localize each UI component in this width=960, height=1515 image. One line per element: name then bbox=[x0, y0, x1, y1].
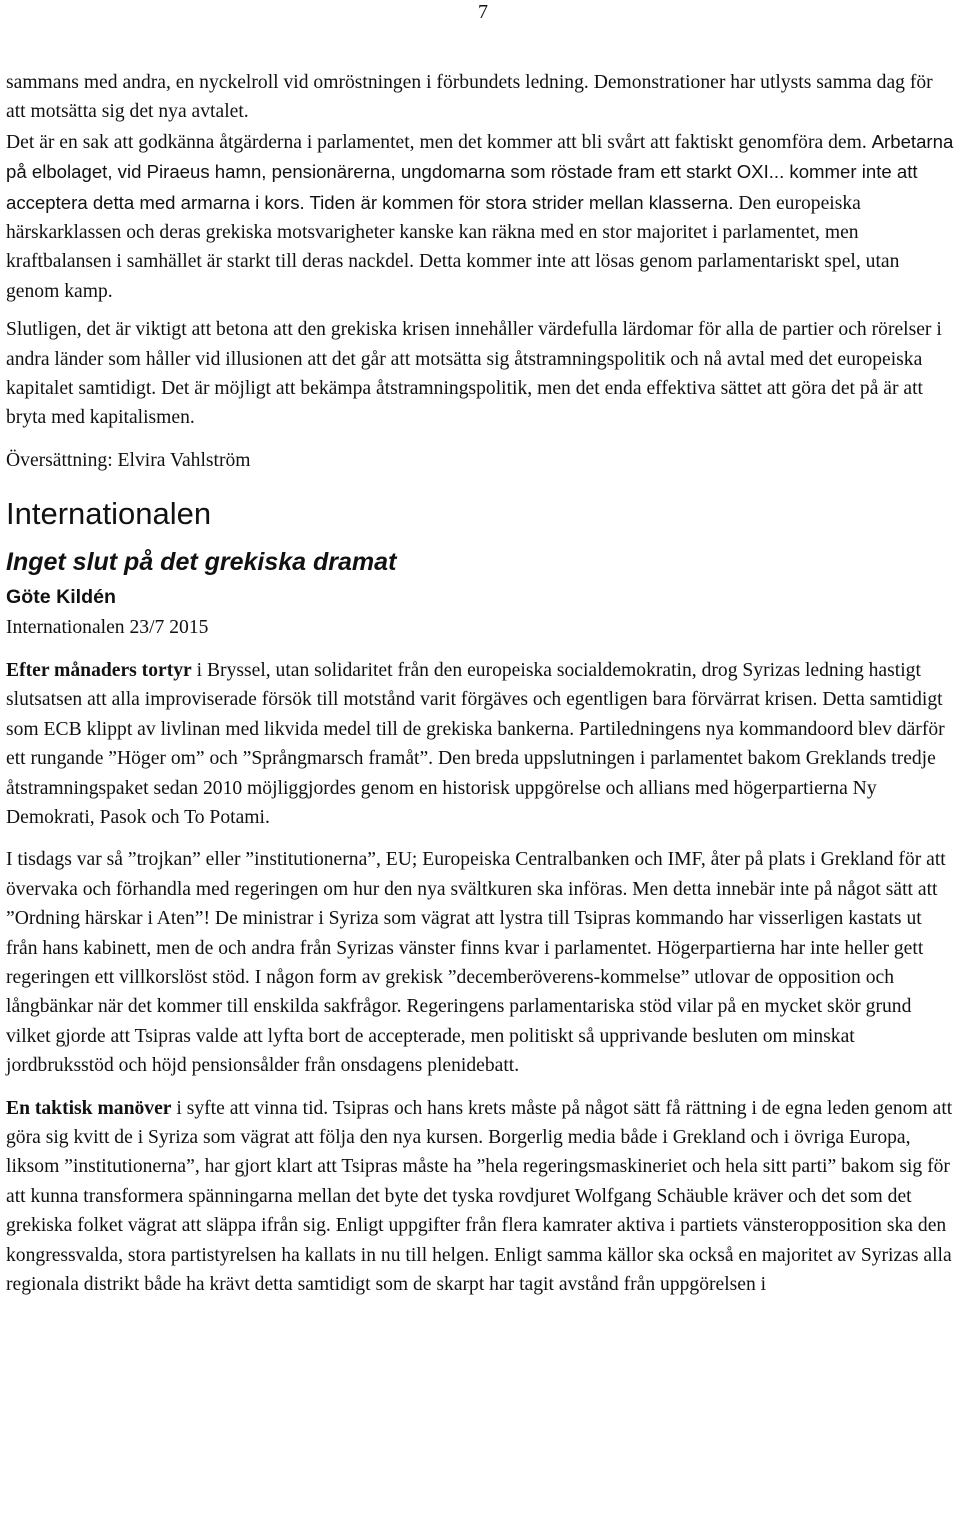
article-paragraph-3-lead: En taktisk manöver bbox=[6, 1097, 172, 1119]
intro-paragraph-1: sammans med andra, en nyckelroll vid omröstningen i förbundets ledning. Demonstrationer har utlysts samma dag för att motsätta sig det nya avtalet. bbox=[6, 72, 933, 123]
section-title: Internationalen bbox=[6, 495, 212, 531]
article-paragraph-1-lead: Efter månaders tortyr bbox=[6, 659, 192, 681]
article-author: Göte Kildén bbox=[6, 585, 116, 608]
translation-credit: Översättning: Elvira Vahlström bbox=[6, 449, 251, 471]
document-body bbox=[6, 68, 954, 1312]
intro-paragraph-2-part-c: Den europeiska härskarklassen och deras grekiska motsvarigheter kanske kan räkna med en stor majoritet i parlamentet, men kraftbalansen i samhället är starkt till deras nackdel. Detta kommer inte att lösas genom parlamentariskt spel, utan genom kamp. bbox=[6, 192, 900, 302]
article-paragraph-3-text: i syfte att vinna tid. Tsipras och hans krets måste på något sätt få rättning i de egna leden genom att göra sig kvitt de i Syriza som vägrat att följa den nya kursen. Borgerlig media både i Grekland och i övriga Europa, liksom ”institutionerna”, har gjort klart att Tsipras måste ha ”hela regeringsmaskineriet och hela sitt parti” bakom sig för att kunna transformera spänningarna mellan det byte det tyska rovdjuret Wolfgang Schäuble kräver och det som det grekiska folket vägrat att släppa ifrån sig. Enligt uppgifter från flera kamrater aktiva i partiets vänsteropposition ska den kongressvalda, stora partistyrelsen ha kallats in nu till helgen. Enligt samma källor ska också en majoritet av Syrizas alla regionala distrikt både ha krävt detta samtidigt som de skarpt har tagit avstånd från uppgörelsen i bbox=[6, 1097, 953, 1295]
article-title: Inget slut på det grekiska dramat bbox=[6, 547, 397, 576]
intro-paragraph-2-part-a: Det är en sak att godkänna åtgärderna i parlamentet, men det kommer att bli svårt att faktiskt genomföra dem. bbox=[6, 131, 872, 153]
article-paragraph-1 bbox=[6, 656, 954, 832]
article-paragraph-3 bbox=[6, 1094, 954, 1300]
article-source: Internationalen 23/7 2015 bbox=[6, 616, 209, 638]
article-paragraph-2: I tisdags var så ”trojkan” eller ”institutionerna”, EU; Europeiska Centralbanken och IMF, åter på plats i Grekland för att övervaka och förhandla med regeringen om hur den nya svältkuren ska införas. Men detta innebär inte på något sätt att ”Ordning härskar i Aten”! De ministrar i Syriza som vägrat att lystra till Tsipras kommando har visserligen kastats ut från hans kabinett, men de och andra från Syrizas vänster finns kvar i parlamentet. Högerpartierna har inte heller gett regeringen ett villkorslöst stöd. I någon form av grekisk ”decemberöverens-kommelse” utlovar de opposition och långbänkar när det kommer till enskilda sakfrågor. Regeringens parlamentariska stöd vilar på en mycket skör grund vilket gjorde att Tsipras valde att lyfta bort de accepterade, men politiskt så upprivande besluten om minskat jordbruksstöd och höjd pensionsålder från onsdagens plenidebatt. bbox=[6, 849, 946, 1077]
intro-paragraph-2-part-b: Arbetarna på elbolaget, vid Piraeus hamn, pensionärerna, ungdomarna som röstade fram ett starkt OXI... kommer inte att acceptera detta med armarna i kors. Tiden är kommen för stora strider mellan klasserna. bbox=[6, 130, 954, 213]
page-number: 7 bbox=[478, 1, 488, 23]
intro-paragraph-2 bbox=[6, 127, 954, 306]
article-paragraph-1-text: i Bryssel, utan solidaritet från den europeiska socialdemokratin, drog Syrizas ledning hastigt slutsatsen att alla improviserade försök till motstånd varit förgäves och egentligen bara förvärrat krisen. Detta samtidigt som ECB klippt av livlinan med likvida medel till de grekiska bankerna. Partiledningens nya kommandoord blev därför ett rungande ”Höger om” och ”Språngmarsch framåt”. Den breda uppslutningen i parlamentet bakom Greklands tredje åtstramningspaket sedan 2010 möjliggjordes genom en historisk uppgörelse och allians med högerpartierna Ny Demokrati, Pasok och To Potami. bbox=[6, 659, 945, 828]
intro-paragraph-3: Slutligen, det är viktigt att betona att den grekiska krisen innehåller värdefulla lärdomar för alla de partier och rörelser i andra länder som håller vid illusionen att det går att motsätta sig åtstramningspolitik och nå avtal med det europeiska kapitalet samtidigt. Det är möjligt att bekämpa åtstramningspolitik, men det enda effektiva sättet att göra det på är att bryta med kapitalismen. bbox=[6, 319, 942, 429]
